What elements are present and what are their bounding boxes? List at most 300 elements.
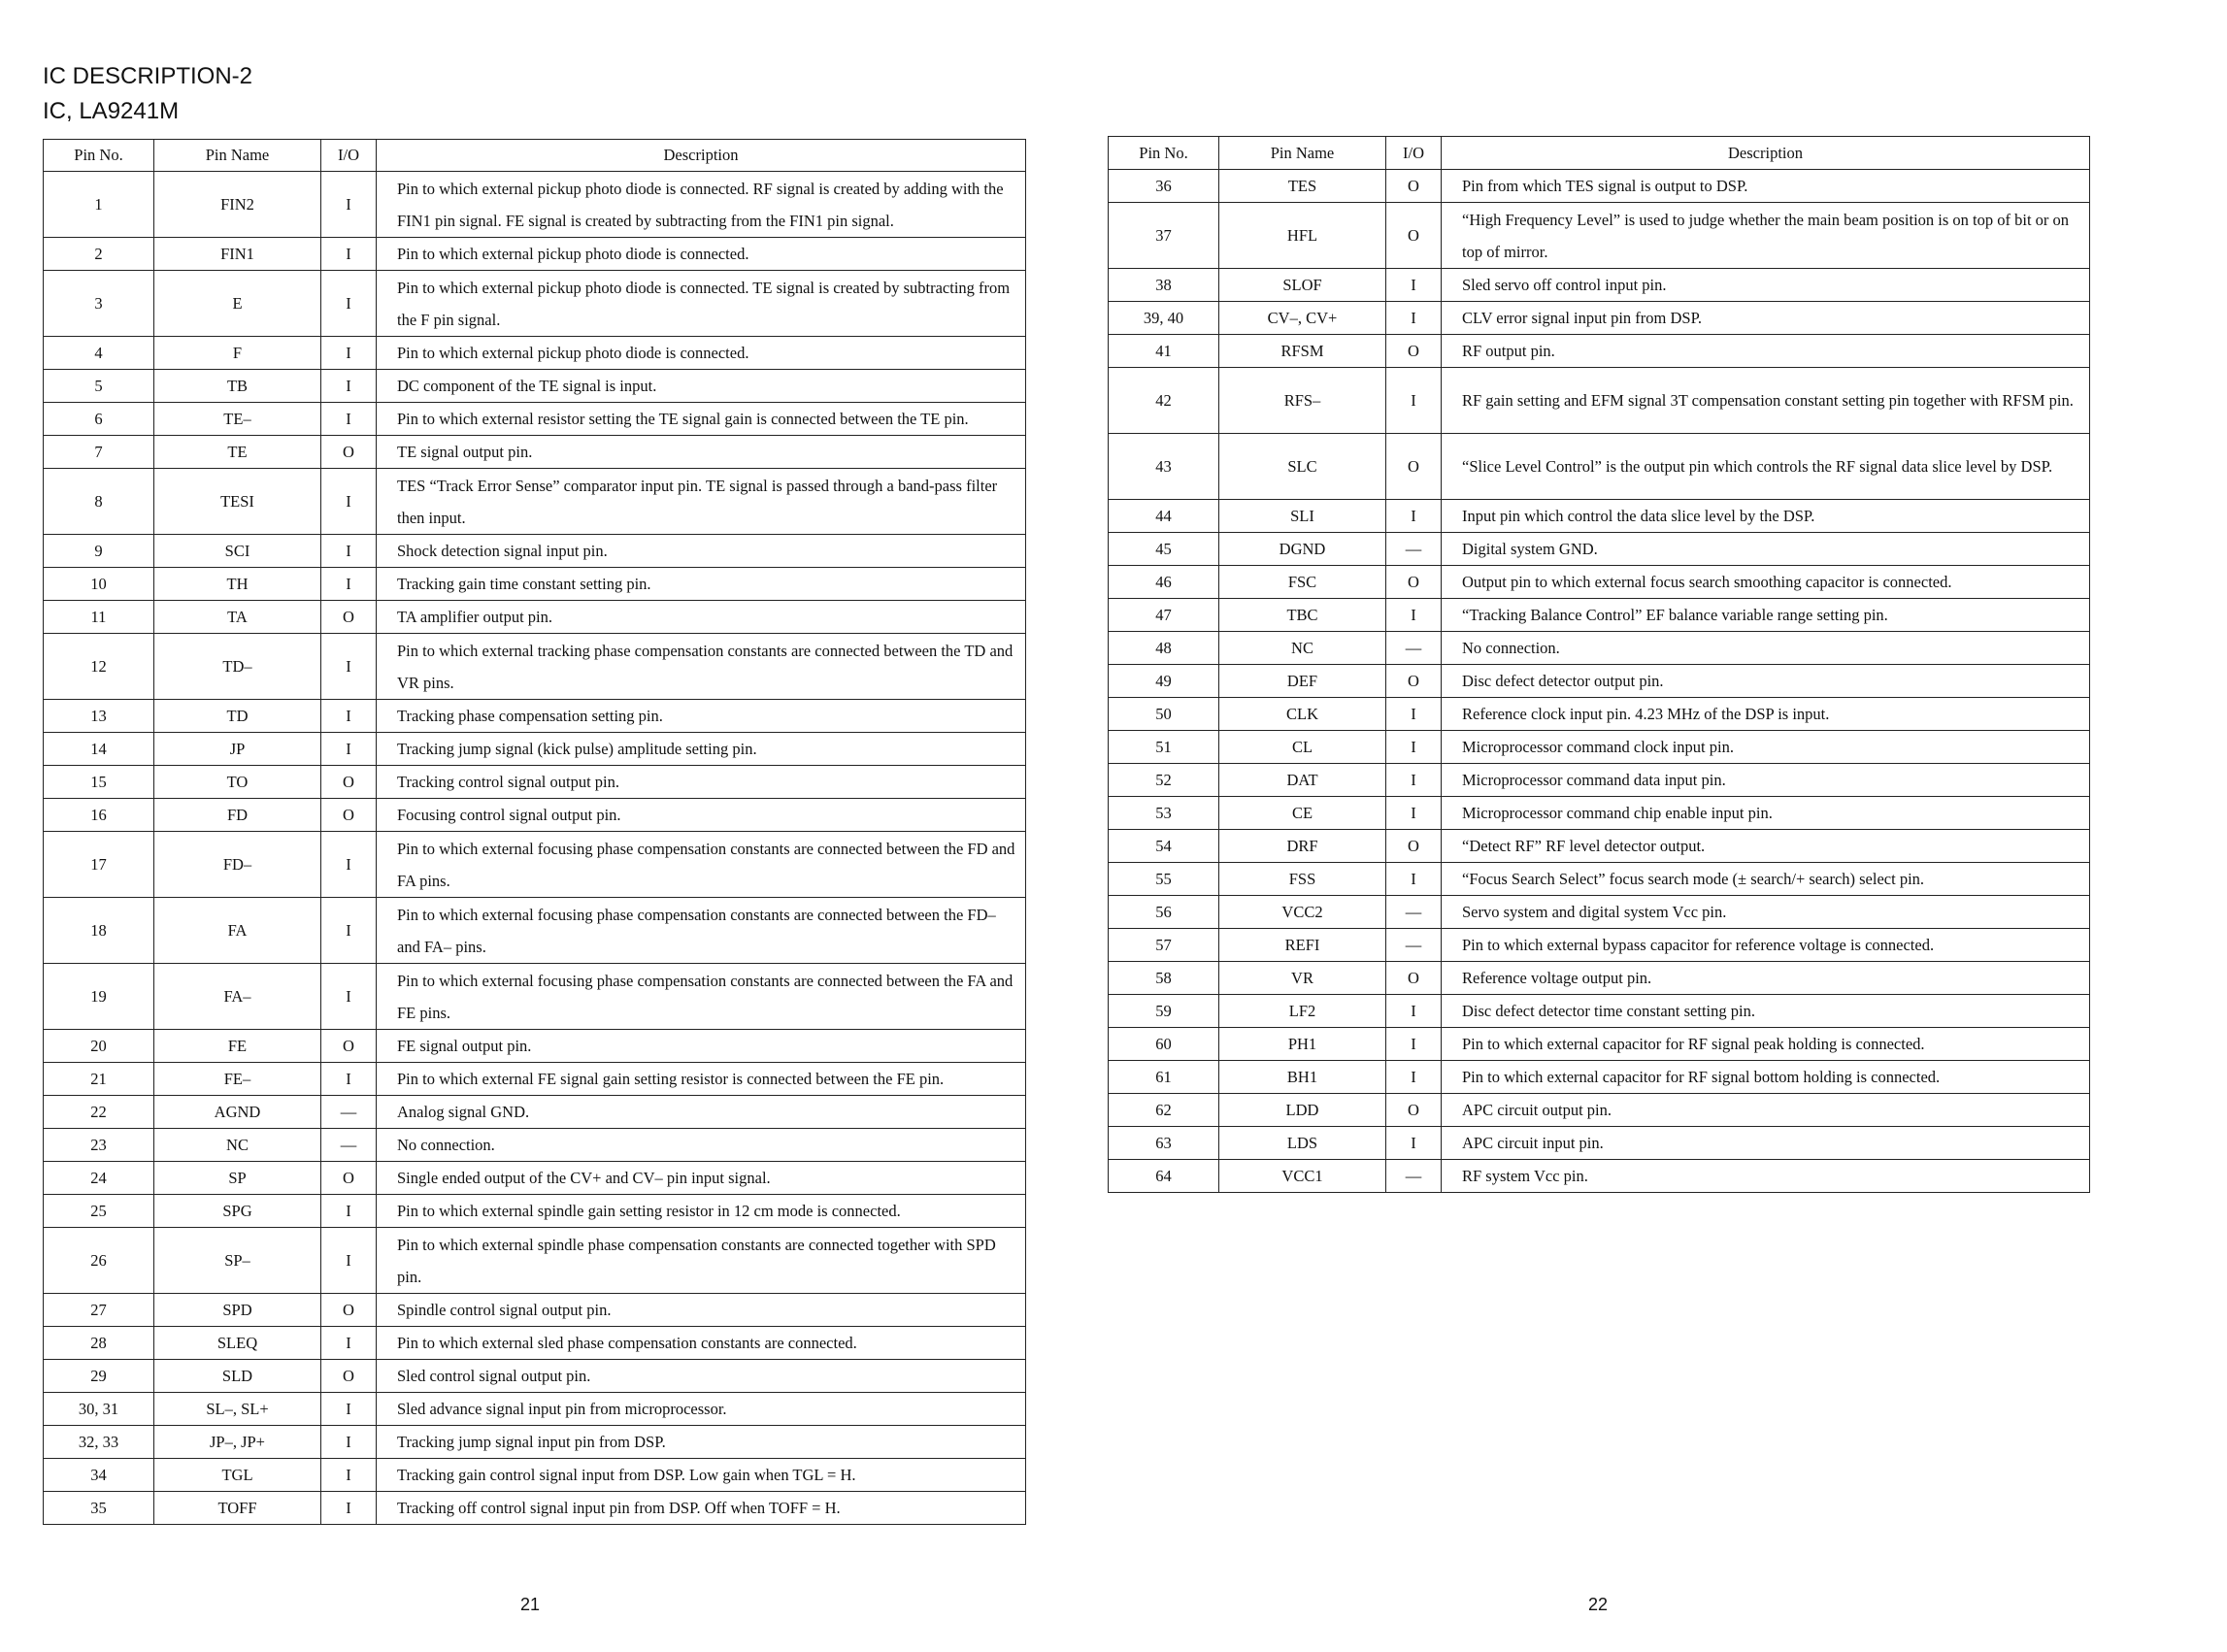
- pin-name-cell: DRF: [1219, 830, 1386, 863]
- pin-name-cell: NC: [1219, 632, 1386, 665]
- table-row: [1109, 368, 2090, 434]
- table-row: [1109, 1061, 2090, 1094]
- table-row: [1109, 995, 2090, 1028]
- description-cell: APC circuit output pin.: [1442, 1094, 2090, 1127]
- description-cell: Pin to which external resistor setting the TE signal gain is connected between the TE pin.: [377, 403, 1026, 436]
- pin-number-cell: 14: [44, 733, 154, 766]
- table-row: [44, 1492, 1026, 1525]
- pin-number-cell: 53: [1109, 797, 1219, 830]
- description-cell: RF system Vcc pin.: [1442, 1160, 2090, 1193]
- header-io: I/O: [321, 140, 377, 172]
- description-cell: Tracking gain time constant setting pin.: [377, 568, 1026, 601]
- io-cell: I: [321, 370, 377, 403]
- page-title: IC DESCRIPTION-2: [43, 63, 253, 89]
- io-cell: I: [1386, 764, 1442, 797]
- page-number-right: 22: [1588, 1595, 1609, 1614]
- io-cell: I: [321, 238, 377, 271]
- pin-name-cell: TD–: [154, 634, 321, 700]
- io-cell: I: [321, 337, 377, 370]
- io-cell: O: [321, 1294, 377, 1327]
- pin-number-cell: 7: [44, 436, 154, 469]
- description-cell: CLV error signal input pin from DSP.: [1442, 302, 2090, 335]
- pin-name-cell: DGND: [1219, 533, 1386, 566]
- io-cell: I: [321, 964, 377, 1030]
- io-cell: I: [321, 634, 377, 700]
- io-cell: I: [321, 568, 377, 601]
- io-cell: O: [1386, 335, 1442, 368]
- io-cell: O: [1386, 830, 1442, 863]
- pin-number-cell: 19: [44, 964, 154, 1030]
- pin-name-cell: LDS: [1219, 1127, 1386, 1160]
- pin-number-cell: 44: [1109, 500, 1219, 533]
- pin-number-cell: 54: [1109, 830, 1219, 863]
- header-description: Description: [377, 140, 1026, 172]
- table-row: [1109, 797, 2090, 830]
- io-cell: —: [1386, 896, 1442, 929]
- description-cell: “High Frequency Level” is used to judge whether the main beam position is on top of bit or on top of mirror.: [1442, 203, 2090, 269]
- table-row: [44, 337, 1026, 370]
- pin-name-cell: AGND: [154, 1096, 321, 1129]
- description-cell: “Tracking Balance Control” EF balance variable range setting pin.: [1442, 599, 2090, 632]
- pin-name-cell: DAT: [1219, 764, 1386, 797]
- pin-number-cell: 15: [44, 766, 154, 799]
- pin-number-cell: 60: [1109, 1028, 1219, 1061]
- pin-name-cell: HFL: [1219, 203, 1386, 269]
- io-cell: I: [321, 1459, 377, 1492]
- description-cell: “Slice Level Control” is the output pin which controls the RF signal data slice level by DSP.: [1442, 434, 2090, 500]
- header-description: Description: [1442, 137, 2090, 170]
- description-cell: FE signal output pin.: [377, 1030, 1026, 1063]
- io-cell: O: [1386, 1094, 1442, 1127]
- table-row: [1109, 1160, 2090, 1193]
- description-cell: Pin from which TES signal is output to DSP.: [1442, 170, 2090, 203]
- table-row: [44, 1030, 1026, 1063]
- pin-number-cell: 9: [44, 535, 154, 568]
- pin-name-cell: FIN1: [154, 238, 321, 271]
- table-row: [1109, 1127, 2090, 1160]
- io-cell: O: [1386, 434, 1442, 500]
- pin-name-cell: SP–: [154, 1228, 321, 1294]
- io-cell: —: [1386, 1160, 1442, 1193]
- pin-number-cell: 3: [44, 271, 154, 337]
- description-cell: No connection.: [377, 1129, 1026, 1162]
- table-row: [1109, 929, 2090, 962]
- description-cell: Pin to which external tracking phase compensation constants are connected between the TD and VR pins.: [377, 634, 1026, 700]
- description-cell: Analog signal GND.: [377, 1096, 1026, 1129]
- table-row: [44, 238, 1026, 271]
- description-cell: Digital system GND.: [1442, 533, 2090, 566]
- table-row: [44, 403, 1026, 436]
- pin-name-cell: E: [154, 271, 321, 337]
- header-pin-name: Pin Name: [1219, 137, 1386, 170]
- pin-number-cell: 28: [44, 1327, 154, 1360]
- pin-name-cell: LDD: [1219, 1094, 1386, 1127]
- description-cell: Microprocessor command clock input pin.: [1442, 731, 2090, 764]
- io-cell: I: [321, 271, 377, 337]
- description-cell: “Focus Search Select” focus search mode (± search/+ search) select pin.: [1442, 863, 2090, 896]
- io-cell: I: [1386, 698, 1442, 731]
- pin-number-cell: 29: [44, 1360, 154, 1393]
- pin-number-cell: 51: [1109, 731, 1219, 764]
- io-cell: I: [321, 1492, 377, 1525]
- pin-number-cell: 57: [1109, 929, 1219, 962]
- description-cell: Sled servo off control input pin.: [1442, 269, 2090, 302]
- pin-name-cell: SLI: [1219, 500, 1386, 533]
- pin-name-cell: SLOF: [1219, 269, 1386, 302]
- table-row: [1109, 533, 2090, 566]
- io-cell: —: [1386, 929, 1442, 962]
- pin-name-cell: FSS: [1219, 863, 1386, 896]
- io-cell: I: [321, 469, 377, 535]
- io-cell: I: [1386, 368, 1442, 434]
- description-cell: Servo system and digital system Vcc pin.: [1442, 896, 2090, 929]
- pin-number-cell: 61: [1109, 1061, 1219, 1094]
- table-row: [44, 1063, 1026, 1096]
- header-pin-no: Pin No.: [1109, 137, 1219, 170]
- io-cell: —: [321, 1129, 377, 1162]
- pin-name-cell: PH1: [1219, 1028, 1386, 1061]
- io-cell: O: [321, 1030, 377, 1063]
- pin-name-cell: BH1: [1219, 1061, 1386, 1094]
- pin-number-cell: 16: [44, 799, 154, 832]
- table-row: [44, 1162, 1026, 1195]
- table-row: [44, 832, 1026, 898]
- io-cell: I: [321, 403, 377, 436]
- pin-name-cell: TGL: [154, 1459, 321, 1492]
- pin-name-cell: TH: [154, 568, 321, 601]
- pin-number-cell: 8: [44, 469, 154, 535]
- pin-number-cell: 63: [1109, 1127, 1219, 1160]
- io-cell: I: [1386, 797, 1442, 830]
- description-cell: Pin to which external focusing phase compensation constants are connected between the FD and FA pins.: [377, 832, 1026, 898]
- ic-subtitle: IC, LA9241M: [43, 98, 180, 124]
- table-row: [1109, 632, 2090, 665]
- io-cell: —: [1386, 632, 1442, 665]
- table-row: [44, 964, 1026, 1030]
- pin-number-cell: 13: [44, 700, 154, 733]
- pin-number-cell: 25: [44, 1195, 154, 1228]
- pin-number-cell: 4: [44, 337, 154, 370]
- description-cell: Tracking off control signal input pin from DSP. Off when TOFF = H.: [377, 1492, 1026, 1525]
- table-row: [1109, 698, 2090, 731]
- description-cell: Shock detection signal input pin.: [377, 535, 1026, 568]
- header-pin-name: Pin Name: [154, 140, 321, 172]
- io-cell: I: [1386, 1061, 1442, 1094]
- pin-number-cell: 50: [1109, 698, 1219, 731]
- table-row: [1109, 203, 2090, 269]
- description-cell: Output pin to which external focus search smoothing capacitor is connected.: [1442, 566, 2090, 599]
- pin-number-cell: 21: [44, 1063, 154, 1096]
- io-cell: O: [321, 601, 377, 634]
- page-number-left: 21: [520, 1595, 541, 1614]
- io-cell: I: [1386, 500, 1442, 533]
- table-row: [44, 766, 1026, 799]
- pin-name-cell: TE–: [154, 403, 321, 436]
- table-row: [1109, 896, 2090, 929]
- pin-number-cell: 1: [44, 172, 154, 238]
- table-row: [1109, 302, 2090, 335]
- io-cell: I: [321, 1063, 377, 1096]
- io-cell: O: [321, 766, 377, 799]
- pin-name-cell: LF2: [1219, 995, 1386, 1028]
- table-row: [1109, 434, 2090, 500]
- description-cell: Single ended output of the CV+ and CV– pin input signal.: [377, 1162, 1026, 1195]
- pin-name-cell: FA–: [154, 964, 321, 1030]
- pin-name-cell: DEF: [1219, 665, 1386, 698]
- description-cell: Disc defect detector time constant setting pin.: [1442, 995, 2090, 1028]
- pin-number-cell: 6: [44, 403, 154, 436]
- pin-number-cell: 41: [1109, 335, 1219, 368]
- table-row: [44, 1327, 1026, 1360]
- description-cell: Pin to which external pickup photo diode is connected. RF signal is created by adding with the FIN1 pin signal. FE signal is created by subtracting from the FIN1 pin signal.: [377, 172, 1026, 238]
- description-cell: Pin to which external sled phase compensation constants are connected.: [377, 1327, 1026, 1360]
- pin-number-cell: 43: [1109, 434, 1219, 500]
- io-cell: I: [321, 1426, 377, 1459]
- pin-name-cell: TOFF: [154, 1492, 321, 1525]
- pin-number-cell: 55: [1109, 863, 1219, 896]
- pin-number-cell: 45: [1109, 533, 1219, 566]
- io-cell: I: [321, 832, 377, 898]
- table-row: [44, 1459, 1026, 1492]
- description-cell: “Detect RF” RF level detector output.: [1442, 830, 2090, 863]
- pin-name-cell: TO: [154, 766, 321, 799]
- table-row: [44, 898, 1026, 964]
- io-cell: I: [321, 172, 377, 238]
- table-row: [1109, 1094, 2090, 1127]
- pin-number-cell: 26: [44, 1228, 154, 1294]
- pin-name-cell: CLK: [1219, 698, 1386, 731]
- description-cell: Tracking phase compensation setting pin.: [377, 700, 1026, 733]
- pin-name-cell: VCC1: [1219, 1160, 1386, 1193]
- table-row: [44, 1393, 1026, 1426]
- pin-number-cell: 18: [44, 898, 154, 964]
- io-cell: O: [1386, 170, 1442, 203]
- table-row: [1109, 170, 2090, 203]
- description-cell: Spindle control signal output pin.: [377, 1294, 1026, 1327]
- description-cell: Sled control signal output pin.: [377, 1360, 1026, 1393]
- pin-number-cell: 11: [44, 601, 154, 634]
- io-cell: O: [321, 436, 377, 469]
- description-cell: Tracking jump signal input pin from DSP.: [377, 1426, 1026, 1459]
- pin-number-cell: 17: [44, 832, 154, 898]
- table-row: [44, 634, 1026, 700]
- table-row: [44, 469, 1026, 535]
- pin-number-cell: 47: [1109, 599, 1219, 632]
- description-cell: Pin to which external bypass capacitor for reference voltage is connected.: [1442, 929, 2090, 962]
- table-row: [44, 1096, 1026, 1129]
- description-cell: Pin to which external capacitor for RF signal peak holding is connected.: [1442, 1028, 2090, 1061]
- table-row: [1109, 566, 2090, 599]
- table-header-row: [44, 140, 1026, 172]
- pin-name-cell: RFSM: [1219, 335, 1386, 368]
- io-cell: —: [321, 1096, 377, 1129]
- table-row: [44, 1360, 1026, 1393]
- pin-name-cell: NC: [154, 1129, 321, 1162]
- description-cell: Pin to which external focusing phase compensation constants are connected between the FA and FE pins.: [377, 964, 1026, 1030]
- table-row: [44, 1195, 1026, 1228]
- pin-number-cell: 35: [44, 1492, 154, 1525]
- pin-table-left: [43, 139, 1026, 1525]
- pin-name-cell: SLEQ: [154, 1327, 321, 1360]
- table-row: [1109, 764, 2090, 797]
- io-cell: I: [321, 898, 377, 964]
- table-row: [1109, 500, 2090, 533]
- description-cell: TA amplifier output pin.: [377, 601, 1026, 634]
- io-cell: I: [1386, 269, 1442, 302]
- io-cell: I: [1386, 1028, 1442, 1061]
- pin-number-cell: 2: [44, 238, 154, 271]
- pin-name-cell: CV–, CV+: [1219, 302, 1386, 335]
- pin-table-right: [1108, 136, 2090, 1193]
- pin-number-cell: 46: [1109, 566, 1219, 599]
- pin-name-cell: SP: [154, 1162, 321, 1195]
- pin-name-cell: VCC2: [1219, 896, 1386, 929]
- description-cell: Pin to which external pickup photo diode is connected.: [377, 238, 1026, 271]
- description-cell: Focusing control signal output pin.: [377, 799, 1026, 832]
- table-row: [1109, 830, 2090, 863]
- pin-name-cell: FE: [154, 1030, 321, 1063]
- description-cell: Pin to which external capacitor for RF signal bottom holding is connected.: [1442, 1061, 2090, 1094]
- pin-number-cell: 38: [1109, 269, 1219, 302]
- io-cell: I: [1386, 863, 1442, 896]
- pin-number-cell: 24: [44, 1162, 154, 1195]
- io-cell: I: [1386, 1127, 1442, 1160]
- description-cell: Disc defect detector output pin.: [1442, 665, 2090, 698]
- pin-name-cell: JP: [154, 733, 321, 766]
- io-cell: I: [1386, 995, 1442, 1028]
- table-row: [1109, 1028, 2090, 1061]
- io-cell: I: [321, 1228, 377, 1294]
- io-cell: I: [321, 1393, 377, 1426]
- pin-name-cell: FSC: [1219, 566, 1386, 599]
- pin-number-cell: 58: [1109, 962, 1219, 995]
- pin-name-cell: SPG: [154, 1195, 321, 1228]
- description-cell: TE signal output pin.: [377, 436, 1026, 469]
- description-cell: Sled advance signal input pin from microprocessor.: [377, 1393, 1026, 1426]
- table-row: [44, 1294, 1026, 1327]
- pin-number-cell: 62: [1109, 1094, 1219, 1127]
- table-row: [44, 799, 1026, 832]
- pin-number-cell: 49: [1109, 665, 1219, 698]
- io-cell: I: [321, 700, 377, 733]
- pin-name-cell: FA: [154, 898, 321, 964]
- description-cell: No connection.: [1442, 632, 2090, 665]
- pin-number-cell: 10: [44, 568, 154, 601]
- io-cell: I: [321, 1195, 377, 1228]
- description-cell: Reference voltage output pin.: [1442, 962, 2090, 995]
- pin-name-cell: FD–: [154, 832, 321, 898]
- pin-number-cell: 5: [44, 370, 154, 403]
- table-row: [1109, 863, 2090, 896]
- description-cell: Tracking control signal output pin.: [377, 766, 1026, 799]
- table-row: [44, 1426, 1026, 1459]
- pin-name-cell: SPD: [154, 1294, 321, 1327]
- description-cell: Pin to which external spindle gain setting resistor in 12 cm mode is connected.: [377, 1195, 1026, 1228]
- pin-number-cell: 27: [44, 1294, 154, 1327]
- table-header-row: [1109, 137, 2090, 170]
- pin-name-cell: TD: [154, 700, 321, 733]
- pin-number-cell: 64: [1109, 1160, 1219, 1193]
- description-cell: Pin to which external FE signal gain setting resistor is connected between the FE pin.: [377, 1063, 1026, 1096]
- io-cell: O: [1386, 566, 1442, 599]
- pin-number-cell: 36: [1109, 170, 1219, 203]
- io-cell: O: [321, 1162, 377, 1195]
- pin-number-cell: 52: [1109, 764, 1219, 797]
- table-row: [1109, 269, 2090, 302]
- pin-name-cell: TA: [154, 601, 321, 634]
- io-cell: O: [321, 799, 377, 832]
- pin-number-cell: 23: [44, 1129, 154, 1162]
- table-row: [44, 172, 1026, 238]
- pin-name-cell: RFS–: [1219, 368, 1386, 434]
- table-row: [44, 1129, 1026, 1162]
- table-row: [44, 733, 1026, 766]
- table-row: [1109, 599, 2090, 632]
- io-cell: O: [1386, 962, 1442, 995]
- pin-number-cell: 59: [1109, 995, 1219, 1028]
- io-cell: O: [321, 1360, 377, 1393]
- io-cell: I: [1386, 599, 1442, 632]
- pin-name-cell: SLD: [154, 1360, 321, 1393]
- table-row: [44, 535, 1026, 568]
- description-cell: RF output pin.: [1442, 335, 2090, 368]
- io-cell: O: [1386, 203, 1442, 269]
- pin-name-cell: TE: [154, 436, 321, 469]
- pin-name-cell: TES: [1219, 170, 1386, 203]
- io-cell: I: [1386, 302, 1442, 335]
- pin-number-cell: 30, 31: [44, 1393, 154, 1426]
- pin-number-cell: 20: [44, 1030, 154, 1063]
- pin-name-cell: VR: [1219, 962, 1386, 995]
- table-row: [44, 271, 1026, 337]
- description-cell: RF gain setting and EFM signal 3T compensation constant setting pin together with RFSM pin.: [1442, 368, 2090, 434]
- io-cell: —: [1386, 533, 1442, 566]
- pin-name-cell: TBC: [1219, 599, 1386, 632]
- description-cell: Microprocessor command chip enable input pin.: [1442, 797, 2090, 830]
- pin-name-cell: FIN2: [154, 172, 321, 238]
- table-row: [1109, 665, 2090, 698]
- pin-name-cell: REFI: [1219, 929, 1386, 962]
- description-cell: Tracking jump signal (kick pulse) amplitude setting pin.: [377, 733, 1026, 766]
- table-row: [1109, 731, 2090, 764]
- pin-number-cell: 12: [44, 634, 154, 700]
- io-cell: I: [321, 535, 377, 568]
- description-cell: Pin to which external pickup photo diode is connected.: [377, 337, 1026, 370]
- pin-name-cell: FD: [154, 799, 321, 832]
- io-cell: I: [321, 733, 377, 766]
- description-cell: Input pin which control the data slice level by the DSP.: [1442, 500, 2090, 533]
- table-row: [44, 568, 1026, 601]
- description-cell: Pin to which external pickup photo diode is connected. TE signal is created by subtracting from the F pin signal.: [377, 271, 1026, 337]
- description-cell: Pin to which external spindle phase compensation constants are connected together with SPD pin.: [377, 1228, 1026, 1294]
- table-row: [44, 370, 1026, 403]
- header-io: I/O: [1386, 137, 1442, 170]
- pin-number-cell: 37: [1109, 203, 1219, 269]
- table-row: [1109, 335, 2090, 368]
- description-cell: APC circuit input pin.: [1442, 1127, 2090, 1160]
- pin-number-cell: 42: [1109, 368, 1219, 434]
- pin-name-cell: SLC: [1219, 434, 1386, 500]
- description-cell: Pin to which external focusing phase compensation constants are connected between the FD– and FA– pins.: [377, 898, 1026, 964]
- pin-name-cell: FE–: [154, 1063, 321, 1096]
- pin-number-cell: 22: [44, 1096, 154, 1129]
- pin-number-cell: 56: [1109, 896, 1219, 929]
- pin-name-cell: SL–, SL+: [154, 1393, 321, 1426]
- pin-number-cell: 39, 40: [1109, 302, 1219, 335]
- pin-name-cell: TESI: [154, 469, 321, 535]
- pin-name-cell: SCI: [154, 535, 321, 568]
- table-row: [44, 700, 1026, 733]
